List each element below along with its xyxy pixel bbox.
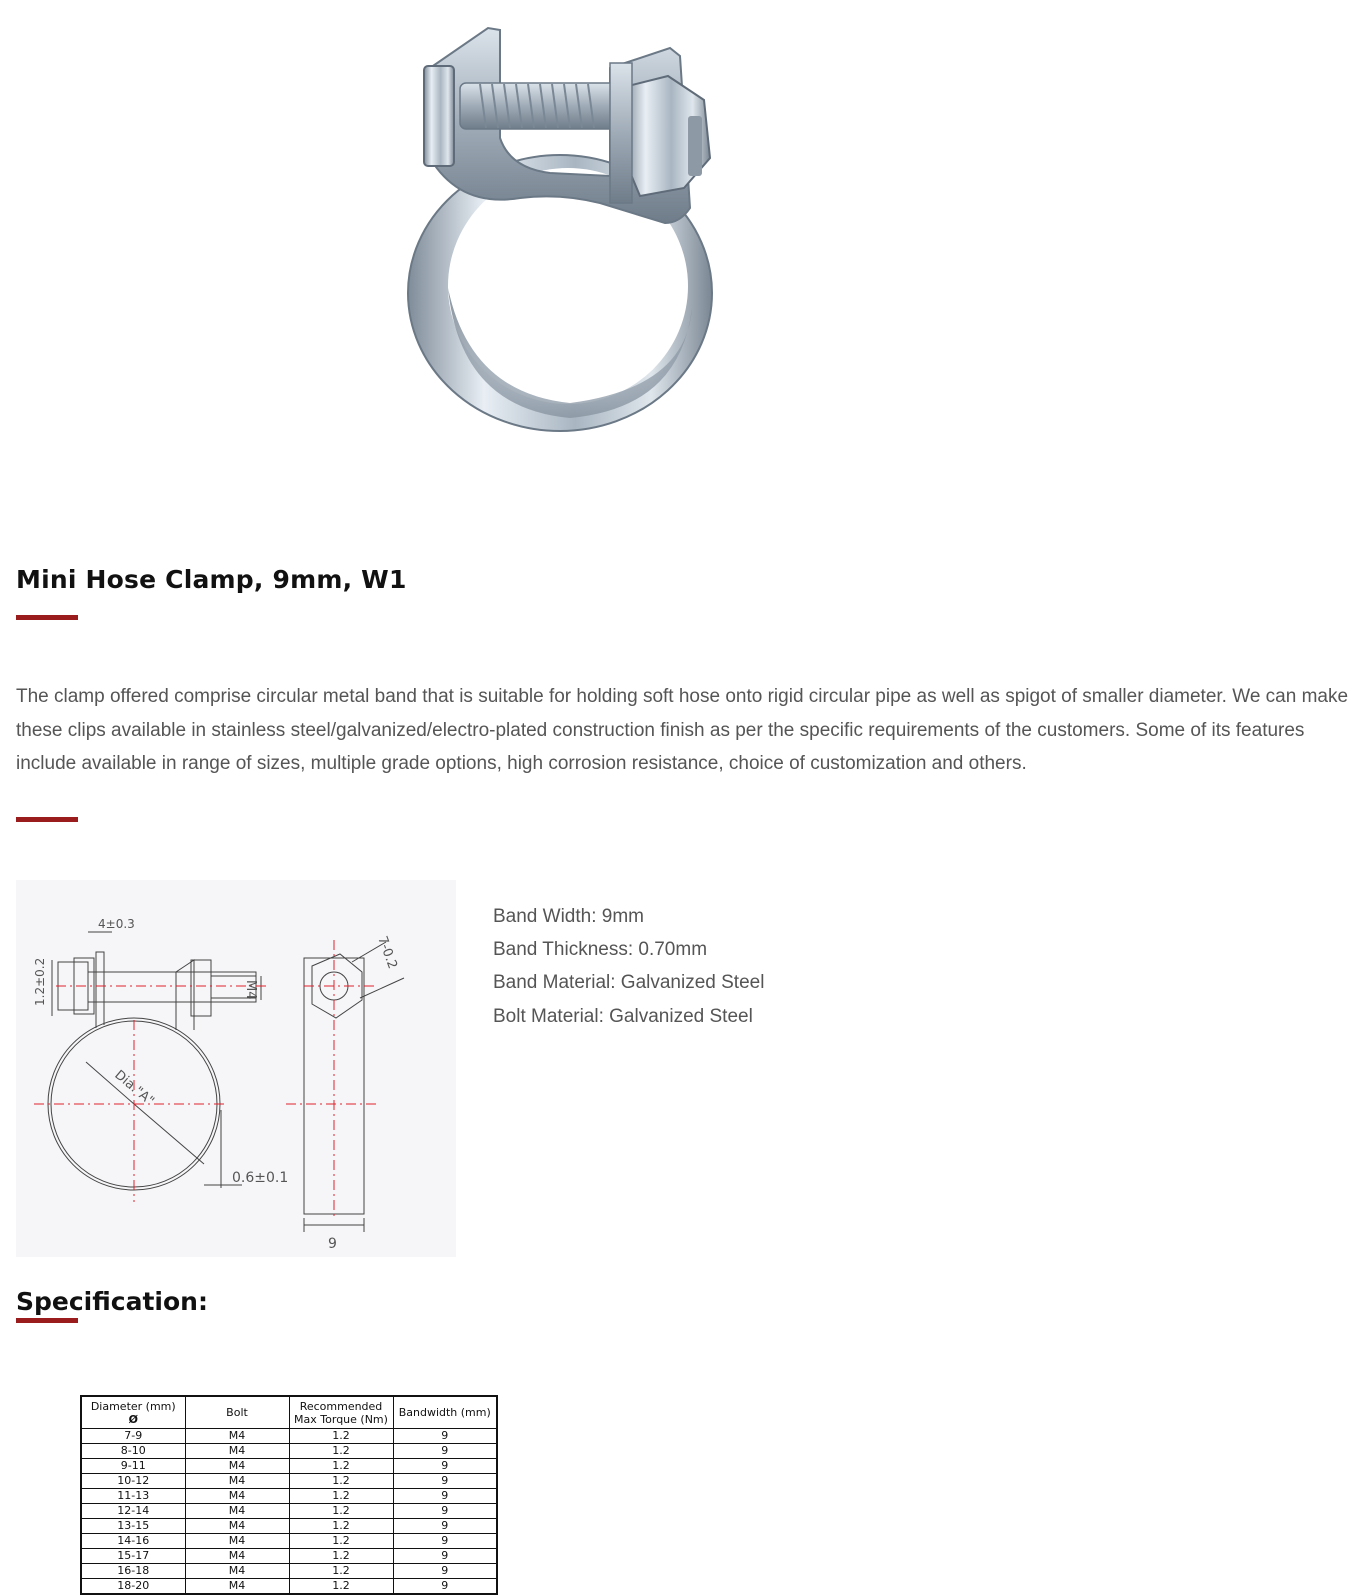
cell-torque: 1.2 xyxy=(289,1429,393,1444)
dim-bolt-head: 7-0.2 xyxy=(374,934,400,971)
cell-torque: 1.2 xyxy=(289,1519,393,1534)
specification-heading: Specification: xyxy=(16,1287,208,1316)
cell-bolt: M4 xyxy=(185,1564,289,1579)
property-bolt-material: Bolt Material: Galvanized Steel xyxy=(493,1005,753,1027)
property-band-width: Band Width: 9mm xyxy=(493,906,644,927)
cell-bandwidth: 9 xyxy=(393,1504,497,1519)
dim-bolt: M4 xyxy=(243,980,258,1000)
table-row xyxy=(81,1519,497,1534)
cell-bolt: M4 xyxy=(185,1429,289,1444)
table-row xyxy=(81,1489,497,1504)
table-row xyxy=(81,1534,497,1549)
cell-diameter: 8-10 xyxy=(81,1444,185,1459)
dim-band-offset: 4±0.3 xyxy=(98,917,135,931)
cell-bolt: M4 xyxy=(185,1504,289,1519)
cell-bandwidth: 9 xyxy=(393,1564,497,1579)
cell-bandwidth: 9 xyxy=(393,1474,497,1489)
cell-bandwidth: 9 xyxy=(393,1489,497,1504)
cell-torque: 1.2 xyxy=(289,1579,393,1595)
cell-torque: 1.2 xyxy=(289,1534,393,1549)
product-photo xyxy=(400,8,740,448)
cell-diameter: 9-11 xyxy=(81,1459,185,1474)
cell-torque: 1.2 xyxy=(289,1459,393,1474)
cell-bandwidth: 9 xyxy=(393,1534,497,1549)
table-row xyxy=(81,1549,497,1564)
cell-diameter: 12-14 xyxy=(81,1504,185,1519)
cell-torque: 1.2 xyxy=(289,1474,393,1489)
cell-bandwidth: 9 xyxy=(393,1549,497,1564)
cell-diameter: 18-20 xyxy=(81,1579,185,1595)
table-row xyxy=(81,1474,497,1489)
dim-thickness: 0.6±0.1 xyxy=(232,1170,289,1186)
specification-underline xyxy=(16,1318,78,1323)
cell-torque: 1.2 xyxy=(289,1564,393,1579)
cell-torque: 1.2 xyxy=(289,1549,393,1564)
dim-thickness-top: 1.2±0.2 xyxy=(33,957,47,1006)
cell-bolt: M4 xyxy=(185,1444,289,1459)
table-row xyxy=(81,1504,497,1519)
product-properties xyxy=(493,900,764,1033)
cell-bandwidth: 9 xyxy=(393,1459,497,1474)
cell-bandwidth: 9 xyxy=(393,1519,497,1534)
cell-bolt: M4 xyxy=(185,1534,289,1549)
col-torque xyxy=(289,1396,393,1429)
cell-bolt: M4 xyxy=(185,1459,289,1474)
col-torque-line2: Max Torque (Nm) xyxy=(294,1412,388,1426)
cell-bolt: M4 xyxy=(185,1519,289,1534)
col-bandwidth: Bandwidth (mm) xyxy=(393,1396,497,1429)
cell-bolt: M4 xyxy=(185,1579,289,1595)
cell-bolt: M4 xyxy=(185,1549,289,1564)
cell-bolt: M4 xyxy=(185,1474,289,1489)
table-row xyxy=(81,1459,497,1474)
col-torque-line1: Recommended xyxy=(299,1399,383,1413)
dim-diameter: Dia."A" xyxy=(111,1067,157,1110)
specification-table xyxy=(80,1395,498,1595)
table-row xyxy=(81,1564,497,1579)
cell-diameter: 16-18 xyxy=(81,1564,185,1579)
table-row xyxy=(81,1429,497,1444)
property-band-material: Band Material: Galvanized Steel xyxy=(493,972,765,994)
technical-drawing xyxy=(16,880,456,1257)
cell-bandwidth: 9 xyxy=(393,1444,497,1459)
title-underline xyxy=(16,615,78,620)
table-row xyxy=(81,1579,497,1595)
cell-bandwidth: 9 xyxy=(393,1579,497,1595)
cell-torque: 1.2 xyxy=(289,1504,393,1519)
product-description: The clamp offered comprise circular metal band that is suitable for holding soft hose onto rigid circular pipe as well as spigot of smaller diameter. We can make these clips available in stainless steel/galvanized/electro-plated construction finish as per the specific requirements of the customers. Some of its features include available in range of sizes, multiple grade options, high corrosion resistance, choice of customization and others. xyxy=(16,686,1349,774)
cell-torque: 1.2 xyxy=(289,1444,393,1459)
section-divider xyxy=(16,817,78,822)
table-row xyxy=(81,1444,497,1459)
product-title: Mini Hose Clamp, 9mm, W1 xyxy=(16,565,407,594)
dim-width: 9 xyxy=(328,1236,337,1252)
cell-diameter: 13-15 xyxy=(81,1519,185,1534)
col-bolt: Bolt xyxy=(185,1396,289,1429)
cell-diameter: 7-9 xyxy=(81,1429,185,1444)
col-diameter-label: Diameter (mm) xyxy=(90,1399,176,1413)
cell-torque: 1.2 xyxy=(289,1489,393,1504)
cell-diameter: 15-17 xyxy=(81,1549,185,1564)
col-diameter xyxy=(81,1396,185,1429)
cell-bandwidth: 9 xyxy=(393,1429,497,1444)
cell-bolt: M4 xyxy=(185,1489,289,1504)
cell-diameter: 14-16 xyxy=(81,1534,185,1549)
cell-diameter: 10-12 xyxy=(81,1474,185,1489)
cell-diameter: 11-13 xyxy=(81,1489,185,1504)
property-band-thickness: Band Thickness: 0.70mm xyxy=(493,939,708,961)
table-header-row xyxy=(81,1396,497,1429)
diameter-symbol: Ø xyxy=(128,1412,138,1426)
